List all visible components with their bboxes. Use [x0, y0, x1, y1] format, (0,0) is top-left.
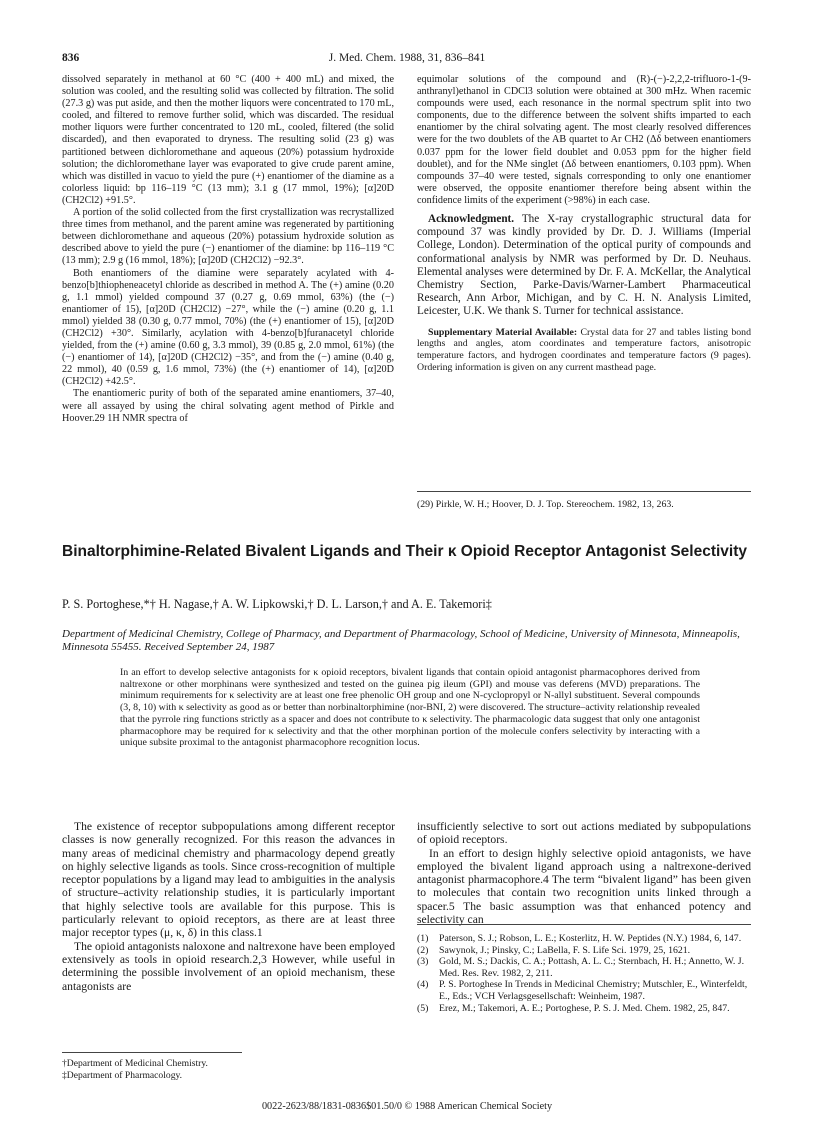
reference-list	[417, 924, 751, 1014]
reference-text: Paterson, S. J.; Robson, L. E.; Kosterlitz, H. W. Peptides (N.Y.) 1984, 6, 147.	[439, 933, 742, 944]
reference-text: Erez, M.; Takemori, A. E.; Portoghese, P. S. J. Med. Chem. 1982, 25, 847.	[439, 1002, 730, 1014]
reference-item	[417, 956, 751, 979]
reference-text: P. S. Portoghese In Trends in Medicinal Chemistry; Mutschler, E., Winterfeldt, E., Eds.; VCH Verlagsgesellschaft: Weinheim, 1987.	[439, 979, 748, 1002]
reference-number: (1)	[417, 933, 429, 944]
page-number: 836	[62, 52, 80, 64]
supplementary-heading: Supplementary Material Available:	[428, 326, 578, 338]
acknowledgment-heading: Acknowledgment.	[428, 213, 515, 226]
reference-item	[417, 1003, 751, 1015]
article-title: Binaltorphimine-Related Bivalent Ligands and Their κ Opioid Receptor Antagonist Selectivity	[62, 543, 747, 560]
reference-29: (29) Pirkle, W. H.; Hoover, D. J. Top. Stereochem. 1982, 13, 263.	[417, 491, 751, 510]
body-paragraph: The opioid antagonists naloxone and naltrexone have been employed extensively as tools in opioid research.2,3 However, while useful in determining the possible involvement of an opioid mechanism, these antagonists are	[62, 939, 395, 993]
reference-number: (2)	[417, 944, 429, 956]
journal-citation: J. Med. Chem. 1988, 31, 836–841	[328, 52, 486, 64]
reference-item	[417, 945, 751, 957]
experimental-paragraph: The enantiomeric purity of both of the separated amine enantiomers, 37–40, were all assayed by using the chiral solvating agent method of Pirkle and Hoover.29 1H NMR spectra of	[62, 388, 394, 424]
supplementary-text: Crystal data for 27 and tables listing bond lengths and angles, atom coordinates and temperature factors, anisotropic temperature factors, and hydrogen coordinates and temperature factors (9 pages). Ordering information is given on any current masthead page.	[417, 326, 751, 374]
introduction-column-left	[62, 820, 395, 993]
reference-number: (5)	[417, 1002, 429, 1014]
introduction-column-right	[417, 820, 751, 926]
reference-text: Gold, M. S.; Dackis, C. A.; Pottash, A. L. C.; Sternbach, H. H.; Annetto, W. J. Med. Res. Rev. 1982, 2, 211.	[439, 956, 745, 979]
reference-number: (4)	[417, 979, 429, 991]
experimental-column-left	[62, 74, 394, 425]
article-authors: P. S. Portoghese,*† H. Nagase,† A. W. Lipkowski,† D. L. Larson,† and A. E. Takemori‡	[62, 597, 492, 611]
experimental-column-right	[417, 74, 751, 374]
copyright-line: 0022-2623/88/1831-0836$01.50/0 © 1988 American Chemical Society	[261, 1101, 553, 1112]
affiliation-footnotes	[62, 1052, 242, 1081]
article-abstract: In an effort to develop selective antagonists for κ opioid receptors, bivalent ligands that contain opioid antagonist pharmacophores derived from naltrexone or other morphinans were synthesized and tested on the guinea pig ileum (GPI) and mouse vas deferens (MVD) preparations. The minimum requirements for κ selectivity are at least one free phenolic OH group and one N-cyclopropyl or N-allyl substituent. Several compounds (3, 8, 10) with κ selectivity as good as or better than norbinaltorphimine (nor-BNI, 2) were discovered. The structure–activity relationship revealed that the pyrrole ring functions strictly as a spacer and does not contribute to κ selectivity. The pharmacologic data suggest that only one antagonist pharmacophore may be required for κ selectivity and that the other morphinan portion of the molecule confers selectivity by interacting with a unique subsite proximal to the antagonist pharmacophore recognition locus.	[120, 667, 700, 749]
acknowledgment-section	[417, 213, 751, 319]
reference-text: Sawynok, J.; Pinsky, C.; LaBella, F. S. Life Sci. 1979, 25, 1621.	[439, 944, 691, 956]
footnote: †Department of Medicinal Chemistry.	[62, 1058, 208, 1069]
running-header	[62, 52, 752, 68]
supplementary-section	[417, 327, 751, 374]
experimental-paragraph: equimolar solutions of the compound and (R)-(−)-2,2,2-trifluoro-1-(9-anthranyl)ethanol in CDCl3 solution were obtained at 300 mHz. When racemic compounds were used, each resonance in the normal spectrum split into two components, due to the difference between the solvent shifts imparted to each enantiomer by the chiral solvating agent. The most clearly resolved differences were for the two doublets of the AB quartet to Ar CH2 (Δδ between enantiomers 0.037 ppm for the lower field doublet and 0.053 ppm for the higher field doublet), and for the NMe singlet (Δδ between enantiomers, 0.103 ppm). When compounds 37–40 were tested, signals corresponding to only one enantiomer were observed, the opposite enantiomer therefore being absent within the confidence limits of the experiment (>98%) in each case.	[417, 74, 751, 206]
body-paragraph: In an effort to design highly selective opioid antagonists, we have employed the bivalent ligand approach using a naltrexone-derived antagonist pharmacophore.4 The term “bivalent ligand” has been given to molecules that contain two recognition units linked through a spacer.5 The basic assumption was that enhanced potency and selectivity can	[417, 846, 751, 927]
reference-number: (3)	[417, 956, 429, 968]
article-affiliation: Department of Medicinal Chemistry, College of Pharmacy, and Department of Pharmacology, School of Medicine, University of Minnesota, Minneapolis, Minnesota 55455. Received September 24, 1987	[62, 628, 740, 654]
reference-item	[417, 979, 751, 1002]
body-paragraph: The existence of receptor subpopulations among different receptor classes is now generally recognized. For this reason the advances in many areas of medicinal chemistry and pharmacology depend greatly on highly selective ligands as tools. Since cross-recognition of multiple receptor populations by a ligand may lead to ambiguities in the analysis of structure–activity relationship studies, it is particularly important that highly selective tools are available for this purpose. This is particularly relevant to opioid receptors, as there are at least three major receptor types (μ, κ, δ) in this class.1	[62, 820, 395, 940]
experimental-paragraph: A portion of the solid collected from the first crystallization was recrystallized three times from methanol, and the parent amine was regenerated by partitioning between dichloromethane and aqueous (20%) potassium hydroxide solution as described above to yield the pure (−) enantiomer of the diamine: bp 116–119 °C (13 mm); 2.9 g (16 mmol, 18%); [α]20D (CH2Cl2) −92.3°.	[62, 207, 394, 267]
acknowledgment-text: The X-ray crystallographic structural data for compound 37 was kindly provided by Dr. D. J. Williams (Imperial College, London). Determination of the optical purity of compounds and conformational analysis by NMR was performed by Dr. D. Neuhaus. Elemental analyses were determined by Dr. F. A. McKellar, the Analytical Chemistry Section, Parke-Davis/Warner-Lambert Pharmaceutical Research, Ann Arbor, Michigan, and by C. H. N. Analysis Limited, Leicester, U.K. We thank S. Turner for technical assistance.	[417, 213, 751, 318]
footnote: ‡Department of Pharmacology.	[62, 1069, 183, 1081]
body-paragraph: insufficiently selective to sort out actions mediated by subpopulations of opioid receptors.	[417, 820, 751, 847]
reference-item	[417, 933, 751, 945]
experimental-paragraph: Both enantiomers of the diamine were separately acylated with 4-benzo[b]thiopheneacetyl chloride as described in method A. The (+) amine (0.20 g, 1.1 mmol) yielded compound 37 (0.27 g, 0.69 mmol, 63%) (the (−) enantiomer of 15), [α]20D (CH2Cl2) −27°, while the (−) amine (0.20 g, 1.1 mmol) yielded 38 (0.30 g, 0.77 mmol, 70%) (the (+) enantiomer of 15), [α]20D (CH2Cl2) +30°. Similarly, acylation with 4-benzo[b]furanacetyl chloride yielded, from the (+) amine (0.60 g, 3.3 mmol), 39 (0.85 g, 2.0 mmol, 61%) (the (−) enantiomer of 14), [α]20D (CH2Cl2) −35°, and from the (−) amine (0.40 g, 22 mmol), 40 (0.59 g, 1.6 mmol, 73%) (the (+) enantiomer of 14), [α]20D (CH2Cl2) +42.5°.	[62, 267, 394, 388]
experimental-paragraph: dissolved separately in methanol at 60 °C (400 + 400 mL) and mixed, the solution was cooled, and the resulting solid was collected by filtration. The solid (27.3 g) was put aside, and then the mother liquors were concentrated to 170 mL, cooled, and filtered to remove further solid, which was discarded. The residual mother liquors were further concentrated to 120 mL, cooled, filtered (the solid discarded), and then evaporated to dryness. The resulting solid (23 g) was partitioned between dichloromethane and aqueous (20%) potassium hydroxide solution; the dichloromethane layer was evaporated to give crude parent amine, which was distilled in vacuo to yield the pure (+) enantiomer of the diamine as a colorless liquid: bp 116–119 °C (13 mm); 3.1 g (17 mmol, 19%); [α]20D (CH2Cl2) +91.5°.	[62, 74, 394, 206]
